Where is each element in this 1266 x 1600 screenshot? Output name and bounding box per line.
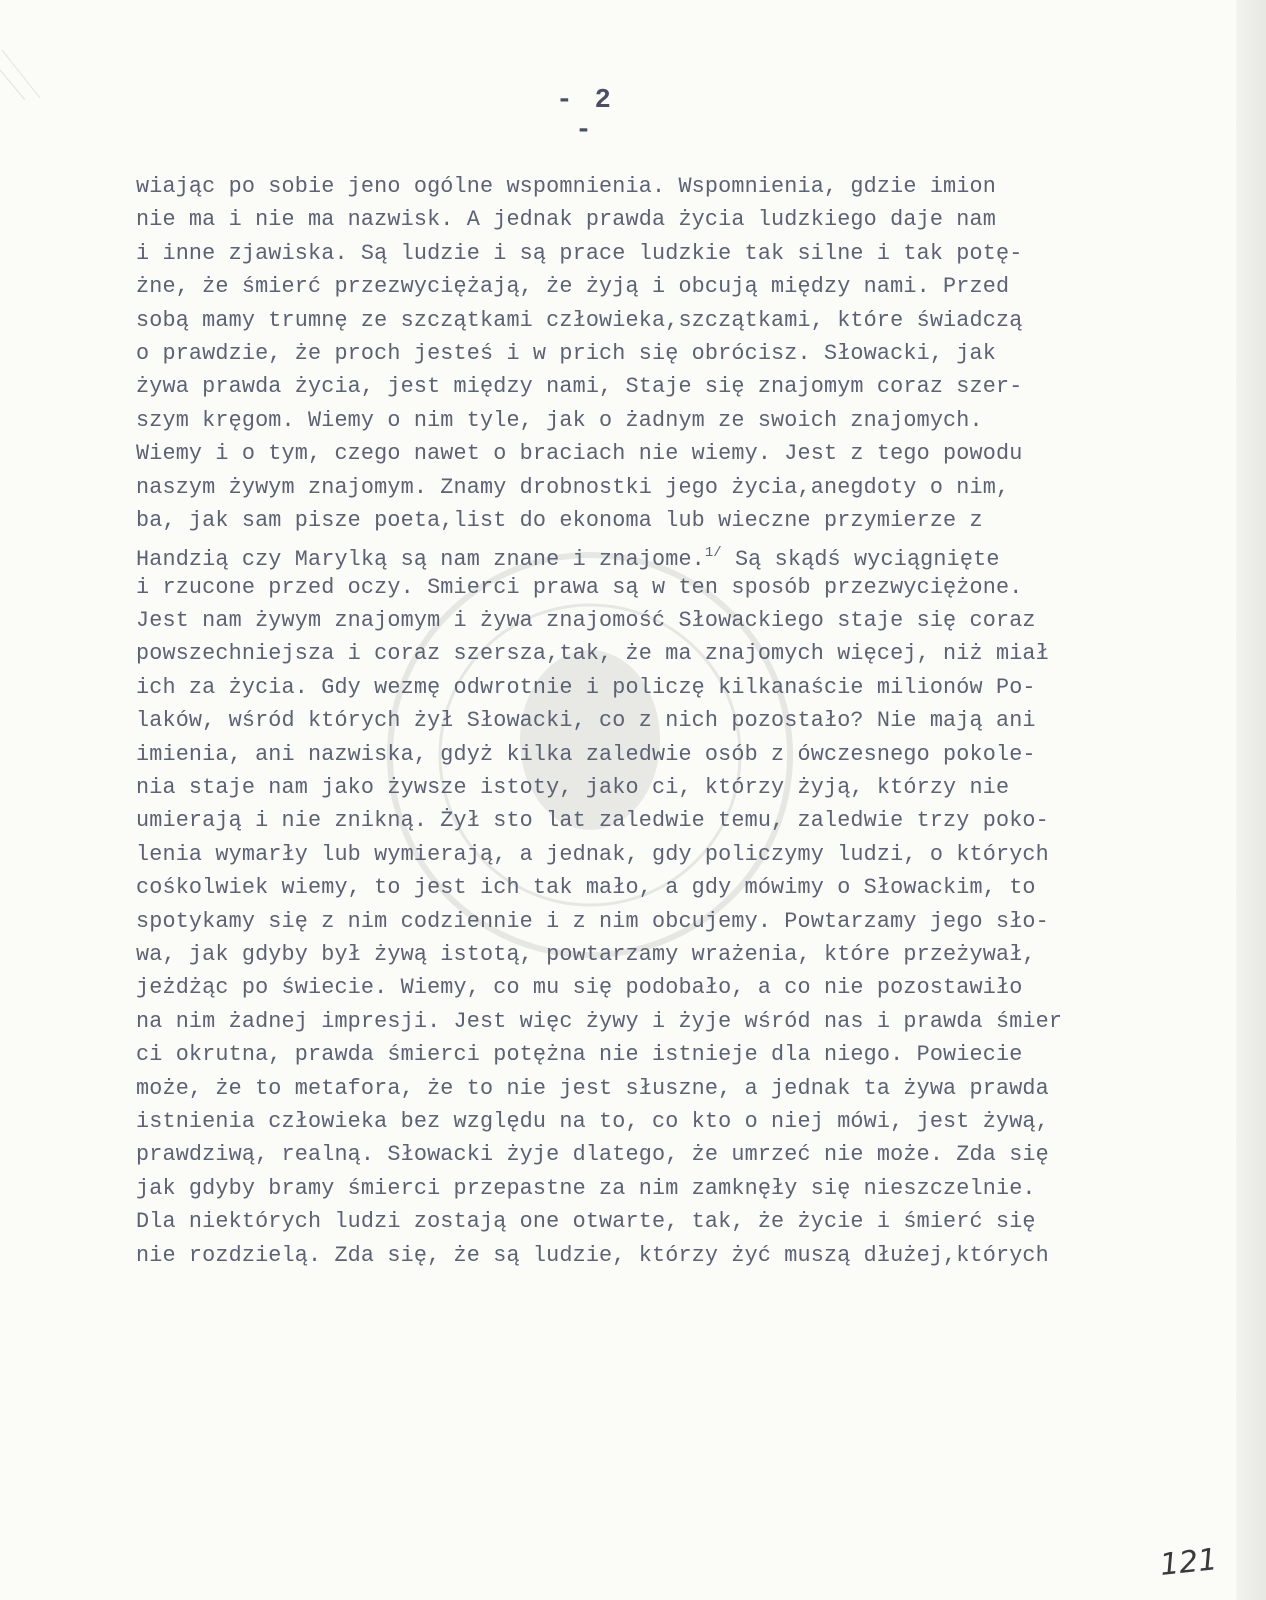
text-line: jak gdyby bramy śmierci przepastne za nim zamknęły się nieszczelnie. [136, 1175, 1036, 1201]
text-line: cośkolwiek wiemy, to jest ich tak mało, a gdy mówimy o Słowackim, to [136, 875, 1036, 901]
typed-body-text [136, 170, 1236, 1272]
text-line: istnienia człowieka bez względu na to, co kto o niej mówi, jest żywą, [136, 1108, 1049, 1134]
text-line: Jest nam żywym znajomym i żywa znajomość Słowackiego staje się coraz [136, 608, 1036, 634]
text-line: szym kręgom. Wiemy o nim tyle, jak o żadnym ze swoich znajomych. [136, 407, 983, 433]
footnote-marker: 1/ [704, 545, 722, 562]
text-line: spotykamy się z nim codziennie i z nim obcujemy. Powtarzamy jego sło- [136, 908, 1049, 934]
text-line: powszechniejsza i coraz szersza,tak, że ma znajomych więcej, niż miał [136, 641, 1049, 667]
text-line: wiając po sobie jeno ogólne wspomnienia. Wspomnienia, gdzie imion [136, 174, 996, 199]
text-line: może, że to metafora, że to nie jest słuszne, a jednak ta żywa prawda [136, 1075, 1049, 1101]
text-line: wa, jak gdyby był żywą istotą, powtarzamy wrażenia, które przeżywał, [136, 941, 1036, 967]
text-line: i inne zjawiska. Są ludzie i są prace ludzkie tak silne i tak potę- [136, 240, 1023, 266]
text-line: lenia wymarły lub wymierają, a jednak, gdy policzymy ludzi, o których [136, 841, 1049, 867]
text-line: ba, jak sam pisze poeta,list do ekonoma lub wieczne przymierze z [136, 507, 983, 533]
text-line: i rzucone przed oczy. Smierci prawa są w ten sposób przezwyciężone. [136, 574, 1023, 600]
text-fragment: Handzią czy Marylką są nam znane i znajome. [136, 547, 705, 573]
text-line: o prawdzie, że proch jesteś i w prich się obrócisz. Słowacki, jak [136, 340, 996, 366]
handwritten-archive-number: 121 [1158, 1542, 1219, 1583]
text-line: nia staje nam jako żywsze istoty, jako ci, którzy żyją, którzy nie [136, 775, 1010, 801]
text-line: żne, że śmierć przezwyciężają, że żyją i obcują między nami. Przed [136, 274, 1010, 300]
paper-crease [0, 40, 60, 100]
text-line: nie rozdzielą. Zda się, że są ludzie, którzy żyć muszą dłużej,których [136, 1242, 1049, 1268]
text-line: ci okrutna, prawda śmierci potężna nie istnieje dla niego. Powiecie [136, 1042, 1023, 1068]
text-line: laków, wśród których żył Słowacki, co z nich pozostało? Nie mają ani [136, 708, 1036, 734]
text-line: jeżdżąc po świecie. Wiemy, co mu się podobało, a co nie pozostawiło [136, 975, 1023, 1001]
text-line: żywa prawda życia, jest między nami, Staje się znajomym coraz szer- [136, 374, 1023, 400]
text-line: umierają i nie znikną. Żył sto lat zaledwie temu, zaledwie trzy poko- [136, 808, 1049, 834]
text-line: prawdziwą, realną. Słowacki żyje dlatego, że umrzeć nie może. Zda się [136, 1142, 1049, 1168]
text-line: nie ma i nie ma nazwisk. A jednak prawda życia ludzkiego daje nam [136, 207, 996, 233]
text-line-with-footnote [136, 537, 1236, 573]
text-line: sobą mamy trumnę ze szczątkami człowieka,szczątkami, które świadczą [136, 307, 1023, 333]
text-line: naszym żywym znajomym. Znamy drobnostki jego życia,anegdoty o nim, [136, 474, 1010, 500]
text-line: ich za życia. Gdy wezmę odwrotnie i policzę kilkanaście milionów Po- [136, 674, 1036, 700]
text-line: imienia, ani nazwiska, gdyż kilka zaledwie osób z ówczesnego pokole- [136, 741, 1036, 767]
text-fragment: Są skądś wyciągnięte [721, 547, 1000, 573]
page-number: - 2 - [556, 86, 614, 146]
page-edge-shadow [1236, 0, 1266, 1600]
text-line: Dla niektórych ludzi zostają one otwarte, tak, że życie i śmierć się [136, 1209, 1036, 1235]
text-line: na nim żadnej impresji. Jest więc żywy i żyje wśród nas i prawda śmier [136, 1008, 1063, 1034]
text-line: Wiemy i o tym, czego nawet o braciach nie wiemy. Jest z tego powodu [136, 441, 1023, 467]
